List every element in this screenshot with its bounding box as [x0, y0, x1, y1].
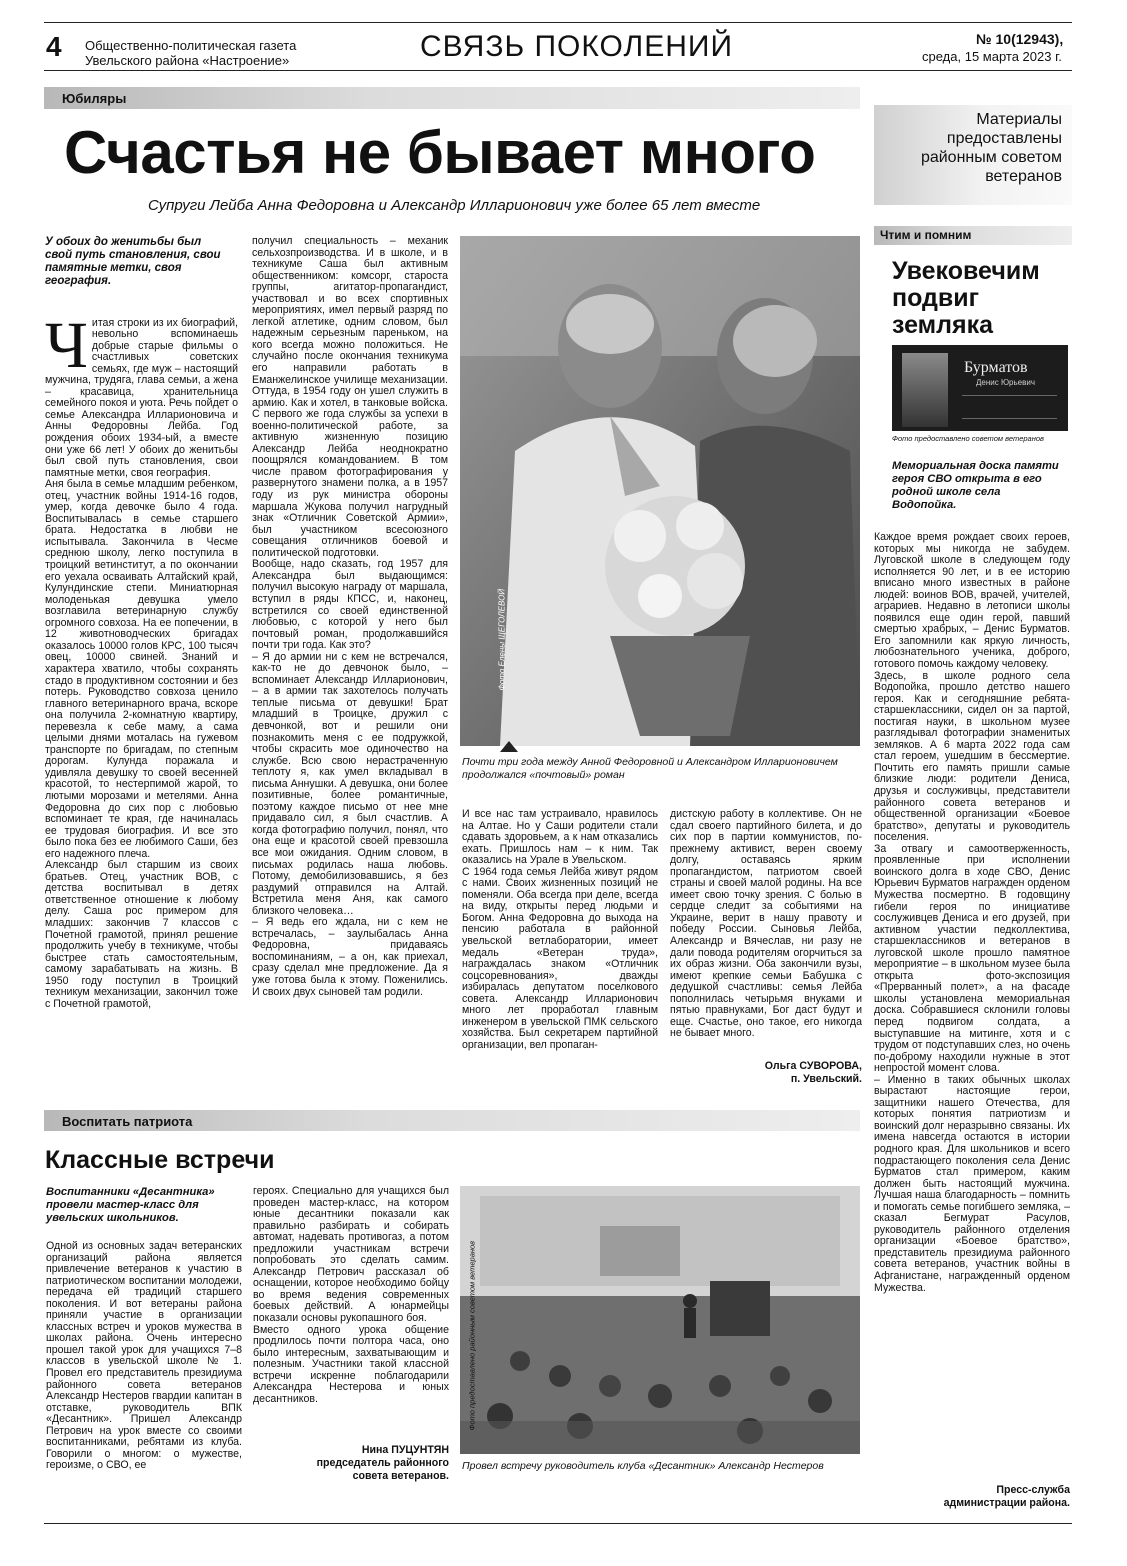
- classroom-photo-caption: Провел встречу руководитель клуба «Десантник» Александр Нестеров: [462, 1460, 824, 1472]
- main-subheadline: Супруги Лейба Анна Федоровна и Александр Илларионович уже более 65 лет вместе: [148, 197, 761, 214]
- classroom-photo-credit: Фото предоставлено районным советом ветеранов: [467, 1240, 477, 1431]
- main-column-1: [45, 306, 238, 1118]
- bottom-author-2: председатель районного: [316, 1457, 449, 1469]
- main-lead: У обоих до женитьбы был свой путь становления, свои памятные метки, своя география.: [45, 236, 221, 287]
- sidebar-headline: Увековечим подвиг земляка: [892, 257, 1040, 339]
- main-author-place: п. Увельский.: [790, 1073, 862, 1085]
- header-top-rule: [44, 22, 1072, 23]
- issue-date: среда, 15 марта 2023 г.: [922, 49, 1062, 64]
- rubric-patriot: Воспитать патриота: [44, 1110, 860, 1131]
- sidebar-author: Пресс-служба: [996, 1484, 1070, 1496]
- memorial-photo-credit: Фото предоставлено советом ветеранов: [892, 434, 1044, 443]
- bottom-column-1: Одной из основных задач ветеранских организаций района является привлечение ветеранов к участию в патриотическом воспитании молодежи, передача ей традиций старшего поколения. И вот ветераны района приняли участие в организации классных встреч и уроков мужества в школах района. Очень интересно прошел такой урок для учащихся 7–8 классов в увельской школе № 1. Провел его представитель президиума районного совета ветеранов Александр Нестеров гвардии капитан в отставке, руководитель ВПК «Десантник». Пришел Александр Петрович на урок вместе со своими воспитанниками, ребятами из клуба. Говорили о многом: о мужестве, героизме, о СВО, ее: [46, 1241, 242, 1472]
- couple-photo: [460, 236, 860, 746]
- soldier-portrait: [902, 353, 948, 427]
- publisher-line-2: Увельского района «Настроение»: [85, 53, 290, 68]
- couple-photo-caption-1: Почти три года между Анной Федоровной и Александром Илларионовичем: [462, 756, 838, 768]
- bottom-column-2: героях. Специально для учащихся был проведен мастер-класс, на котором юные десантники показали как правильно разбирать и собирать автомат, надевать противогаз, а потом предложили участникам встречи попробовать это сделать самим. Александр Петрович рассказал об оснащении, которое необходимо бойцу во время ведения современных боевых действий. А юнармейцы показали основы рукопашного боя. Вместо одного урока общение продлилось почти полтора часа, оно было интересным, захватывающим и полезным. Участники такой классной встречи искренне поблагодарили Александра Нестерова и юных десантников.: [253, 1186, 449, 1405]
- bottom-headline: Классные встречи: [45, 1146, 275, 1174]
- memorial-plaque-photo: [892, 345, 1068, 431]
- couple-photo-caption-2: продолжался «почтовый» роман: [462, 769, 625, 781]
- plaque-subname: Денис Юрьевич: [976, 378, 1036, 387]
- main-author: Ольга СУВОРОВА,: [764, 1060, 862, 1072]
- main-column-4: дистскую работу в коллективе. Он не сдал своего партийного билета, и до сих пор в партии коммунистов, по-прежнему активист, верен своему долгу, оставаясь ярким пропагандистом, патриотом своей страны и своей малой родины. На все имеет свою точку зрения. С болью в сердце следит за событиями на Украине, верит в нашу правоту и победу России. Сыновья Лейба, Александр и Вячеслав, ни разу не дали повода родителям огорчиться за их образ жизни. Оба закончили вузы, имеют крепкие семьи Бабушка с дедушкой счастливы: семья Лейба пополнилась четырьмя внуками и пятью правнуками, Бог даст будут и еще. Счастье, оно такое, его никогда не бывает много.: [670, 809, 862, 1040]
- classroom-photo-image: [460, 1186, 860, 1454]
- plaque-name: Бурматов: [964, 359, 1028, 376]
- main-headline: Счастья не бывает много: [64, 119, 816, 186]
- main-column-2: получил специальность – механик сельхозпроизводства. И в школе, и в техникуме Саша был активным общественником: комсорг, староста группы, агитатор-пропагандист, участвовал и во всех спортивных мероприятиях, имел первый разряд по легкой атлетике, одним словом, был надежным серьезным пареньком, на кого всегда можно положиться. Не случайно после окончания техникума его направили работать в Еманжелинское училище механизации. Оттуда, в 1954 году он ушел служить в армию. Как и хотел, в танковые войска. С первого же года службы за успехи в военно-политической работе, за активную жизненную позицию Александр Лейба неоднократно поощрялся командованием. В том числе правом фотографирования у развернутого знамени полка, а в 1957 году из рук министра обороны маршала Жукова получил нагрудный знак «Отличник Советской Армии», был участником всесоюзного совещания отличников боевой и политической подготовки. Вообще, надо сказать, год 1957 для Александра был выдающимся: получил высокую награду от маршала, вступил в ряды КПСС, и, наконец, встретился со своей единственной любовью, с которой у него был почтовый роман, продолжавшийся почти три года. Как это? – Я до армии ни с кем не встречался, как-то не до девчонок было, – вспоминает Александр Илларионович, – а в армии так захотелось получать теплые письма от девушки! Брат младший в Троицке, дружил с девчонкой, вот и решили они познакомить меня с ее подружкой, чтобы скрасить мое одиночество на службе. Всю свою нерастраченную теплоту я, как умел вкладывал в письма Аннушки. А девушка, они более позитивные, более романтичные, поэтому каждое письмо от нее мне придавало сил, я был счастлив. А когда фотографию получил, понял, что она еще и красотой своей превзошла все мои ожидания. Одним словом, в письмах родилась наша любовь. Потому, демобилизовавшись, я без раздумий отправился на Алтай. Встретила меня Аня, как самого близкого человека… – Я ведь его ждала, ни с кем не встречалась, – заулыбалась Анна Федоровна, придаваясь воспоминаниям, – а он, как приехал, сразу сделал мне предложение. Да я уже готова была к этому. Поженились. И своих двух сыновей там родили.: [252, 236, 448, 998]
- main-column-3: И все нас там устраивало, нравилось на Алтае. Но у Саши родители стали сдавать здоровьем, а к нам отказались ехать. Пришлось нам – к ним. Так оказались на Урале в Увельском. С 1964 года семья Лейба живут рядом с нами. Своих жизненных позиций не поменяли. Оба всегда при деле, всегда на виду, открыты перед людьми и Богом. Анна Федоровна до выхода на пенсию работала в районной увельской ветлаборатории, имеет медаль «Ветеран труда», награждалась знаком «Отличник соцсоревнования», дважды избиралась депутатом поселкового совета. Александр Илларионович много лет проработал главным инженером в увельской ПМК сельского хозяйства. Был секретарем партийной организации, вел пропаган-: [462, 809, 658, 1051]
- section-title: СВЯЗЬ ПОКОЛЕНИЙ: [420, 30, 734, 63]
- sidebar-body: Каждое время рождает своих героев, которых мы никогда не забудем. Луговской школе в следующем году исполняется 90 лет, и в ее историю вписано много известных в районе людей: воинов ВОВ, врачей, учителей, аграриев. Недавно в летописи школы появился еще один герой, павший смертью храбрых, – Денис Бурматов. Его запомнили как яркую личность, любознательного ученика, доброго, готового помочь каждому человеку. Здесь, в школе родного села Водопойка, прошло детство нашего героя. Как и сегодняшние ребята-старшеклассники, сидел он за партой, постигая науки, в школьном музее разглядывал фотографии знаменитых земляков. А 6 марта 2022 года сам стал героем, ушедшим в бессмертие. Почтить его память пришли самые близкие люди: родители Дениса, друзья и сослуживцы, представители районного совета ветеранов и общественной организации «Боевое братство», депутаты и руководитель поселения. За отвагу и самоотверженность, проявленные при исполнении воинского долга в ходе СВО, Денис Юрьевич Бурматов награжден орденом Мужества посмертно. В годовщину гибели героя по инициативе сослуживцев Дениса и его друзей, при активном участии педколлектива, старшеклассников и ветеранов в луговской школе прошло памятное мероприятие – в школьном музее была открыта фото-экспозиция «Прерванный полет», а на фасаде школы установлена мемориальная доска. Собравшиеся склонили головы перед подвигом солдата, а выступавшие на митинге, хотя и с трудом от подступавших слез, но очень по-доброму находили нужные в этот непростой момент слова. – Именно в таких обычных школах вырастают настоящие герои, защитники нашего Отечества, для которых понятия патриотизм и воинский долг неразрывно связаны. Их имена навсегда остаются в истории родного края. Для школьников и всего подрастающего поколения села Денис Бурматов стал примером, каким должен быть настоящий мужчина. Лучшая наша благодарность – помнить и помогать семье погибшего земляка, – сказал Бегмурат Расулов, руководитель районного отделения организации «Боевое братство», представитель президиума районного совета ветеранов, участник войны в Афганистане, награжденный орденом Мужества.: [874, 532, 1070, 1294]
- issue-number: № 10(12943),: [976, 31, 1064, 47]
- main-column-1-body: Аня была в семье младшим ребенком, отец, участник войны 1914-16 годов, умер, когда девочке было 4 года. Воспитывалась в семье старшего брата. Недостатка в любви не испытывала. Закончила в Чесме среднюю школу, легко поступила в троицкий ветинститут, а по окончании его уехала осваивать Алтайский край, Кулундинские степи. Миниатюрная молоденькая девушка умело возглавила ветеринарную службу огромного совхоза. На ее попечении, в 12 животноводческих бригадах оказалось 10000 голов КРС, 100 тысяч овец, 10000 свиней. Знаний и характера хватило, чтобы сохранять стадо в продуктивном состоянии и без потерь. Руководство совхоза ценило главного ветеринарного врача, вскоре она получила 2-комнатную квартиру, перевезла к себе маму, а сама целыми днями моталась на гужевом транспорте по бригадам, по степным дорогам. Кулунда поражала и удивляла девушку то своей весенней красотой, то нестерпимой жарой, то лютыми морозами и метелями. Анна Федоровна до сих пор с любовью вспоминает те края, где начиналась ее трудовая биография. И все это было пока без ее любимого Саши, без его надежного плеча. Александр был старшим из своих братьев. Отец, участник ВОВ, с детства воспитывал в детях ответственное отношение к любому делу. Саша рос примером для младших: закончив 7 классов с Почетной грамотой, принял решение продолжить учебу в техникуме, чтобы быстрее стать самостоятельным, самому зарабатывать на жизнь. В 1950 году поступил в Троицкий техникум механизации, закончил тоже с Почетной грамотой,: [45, 478, 238, 1010]
- footer-rule: [44, 1523, 1072, 1524]
- sidebar-lead: Мемориальная доска памяти героя СВО открыта в его родной школе села Водопойка.: [892, 460, 1059, 511]
- caption-triangle-icon: [500, 741, 518, 752]
- publisher-line-1: Общественно-политическая газета: [85, 38, 297, 53]
- classroom-photo: [460, 1186, 860, 1454]
- main-column-1-intro: итая строки из их биографий, невольно вспоминаешь добрые старые фильмы о счастливых советских семьях, где муж – настоящий мужчина, трудяга, глава семьи, а жена – красавица, хранительница семейного покоя и уюта. Речь пойдет о семье Александра Илларионовича и Анны Федоровны Лейба. Год рождения обоих 1934-ый, а вместе они уже 66 лет! У обоих до женитьбы был свой путь становления, свои памятные метки, своя география.: [45, 316, 238, 479]
- sidebar-author-2: администрации района.: [943, 1497, 1070, 1509]
- bottom-author-3: совета ветеранов.: [352, 1470, 449, 1482]
- page-number: 4: [46, 31, 62, 62]
- sidebar-note-box: [874, 105, 1072, 205]
- bottom-lead: Воспитанники «Десантника» провели мастер-класс для увельских школьников.: [46, 1186, 215, 1224]
- rubric-honor-remember: Чтим и помним: [874, 226, 1072, 245]
- rubric-jubilee: Юбиляры: [44, 87, 860, 109]
- plaque-lines: [962, 395, 1057, 419]
- bottom-author: Нина ПУЦУНТЯН: [361, 1444, 449, 1456]
- header-bottom-rule: [44, 70, 1072, 71]
- drop-cap: Ч: [45, 308, 88, 382]
- couple-photo-credit: Фото Елены ЩЕГОЛЕВОЙ: [497, 588, 507, 691]
- sidebar-note-text: Материалы предоставлены районным советом ветеранов: [920, 111, 1062, 185]
- couple-photo-image: [460, 236, 860, 746]
